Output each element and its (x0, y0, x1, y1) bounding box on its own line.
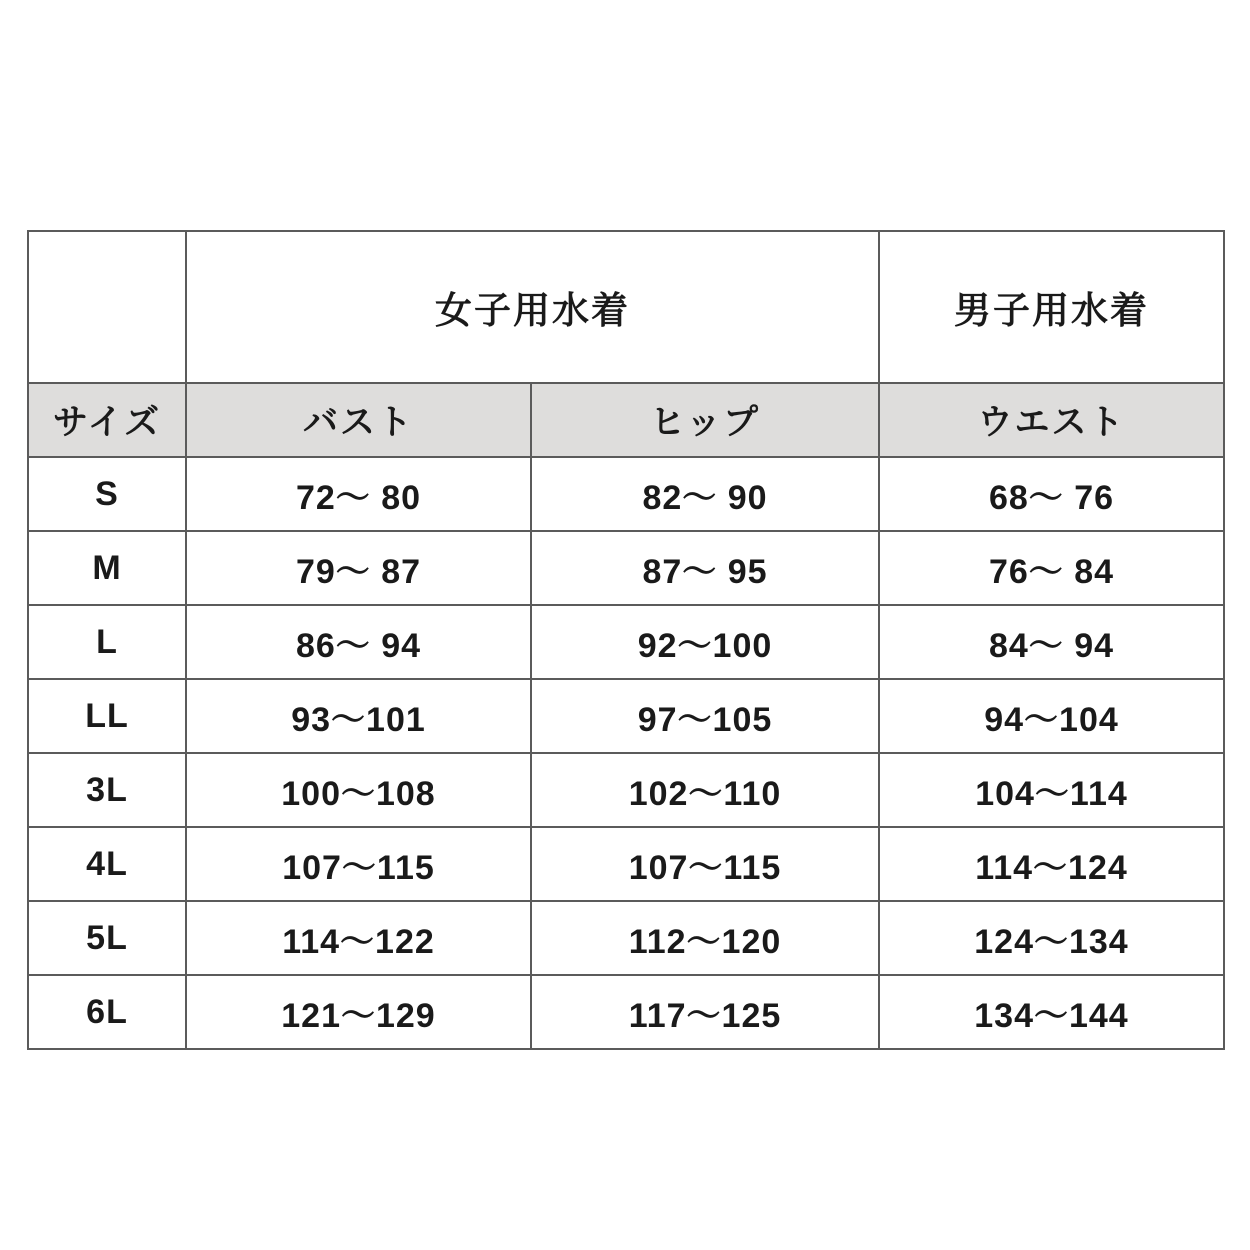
cell-waist: 104〜114 (879, 753, 1224, 827)
cell-bust: 121〜129 (186, 975, 531, 1049)
cell-waist: 68〜 76 (879, 457, 1224, 531)
table-column-header-row (28, 383, 1224, 457)
table-row (28, 605, 1224, 679)
group-header-men: 男子用水着 (879, 231, 1224, 383)
column-header-hip: ヒップ (531, 383, 879, 457)
cell-waist: 114〜124 (879, 827, 1224, 901)
column-header-bust: バスト (186, 383, 531, 457)
cell-size: M (28, 531, 186, 605)
cell-bust: 93〜101 (186, 679, 531, 753)
table-row (28, 827, 1224, 901)
cell-bust: 86〜 94 (186, 605, 531, 679)
size-table (27, 230, 1225, 1050)
cell-size: S (28, 457, 186, 531)
cell-waist: 124〜134 (879, 901, 1224, 975)
cell-size: L (28, 605, 186, 679)
cell-waist: 76〜 84 (879, 531, 1224, 605)
cell-bust: 79〜 87 (186, 531, 531, 605)
cell-size: 6L (28, 975, 186, 1049)
table-row (28, 679, 1224, 753)
cell-hip: 107〜115 (531, 827, 879, 901)
cell-hip: 92〜100 (531, 605, 879, 679)
cell-bust: 100〜108 (186, 753, 531, 827)
cell-waist: 94〜104 (879, 679, 1224, 753)
cell-hip: 117〜125 (531, 975, 879, 1049)
cell-size: 5L (28, 901, 186, 975)
column-header-size: サイズ (28, 383, 186, 457)
cell-size: 4L (28, 827, 186, 901)
cell-bust: 72〜 80 (186, 457, 531, 531)
cell-hip: 97〜105 (531, 679, 879, 753)
cell-bust: 107〜115 (186, 827, 531, 901)
cell-size: LL (28, 679, 186, 753)
cell-hip: 112〜120 (531, 901, 879, 975)
cell-hip: 102〜110 (531, 753, 879, 827)
cell-waist: 84〜 94 (879, 605, 1224, 679)
cell-hip: 87〜 95 (531, 531, 879, 605)
cell-bust: 114〜122 (186, 901, 531, 975)
cell-waist: 134〜144 (879, 975, 1224, 1049)
column-header-waist: ウエスト (879, 383, 1224, 457)
table-row (28, 753, 1224, 827)
table-row (28, 457, 1224, 531)
corner-cell (28, 231, 186, 383)
table-row (28, 975, 1224, 1049)
table-group-header-row (28, 231, 1224, 383)
size-table-container (27, 230, 1223, 1050)
cell-size: 3L (28, 753, 186, 827)
group-header-women: 女子用水着 (186, 231, 879, 383)
table-row (28, 531, 1224, 605)
cell-hip: 82〜 90 (531, 457, 879, 531)
table-row (28, 901, 1224, 975)
